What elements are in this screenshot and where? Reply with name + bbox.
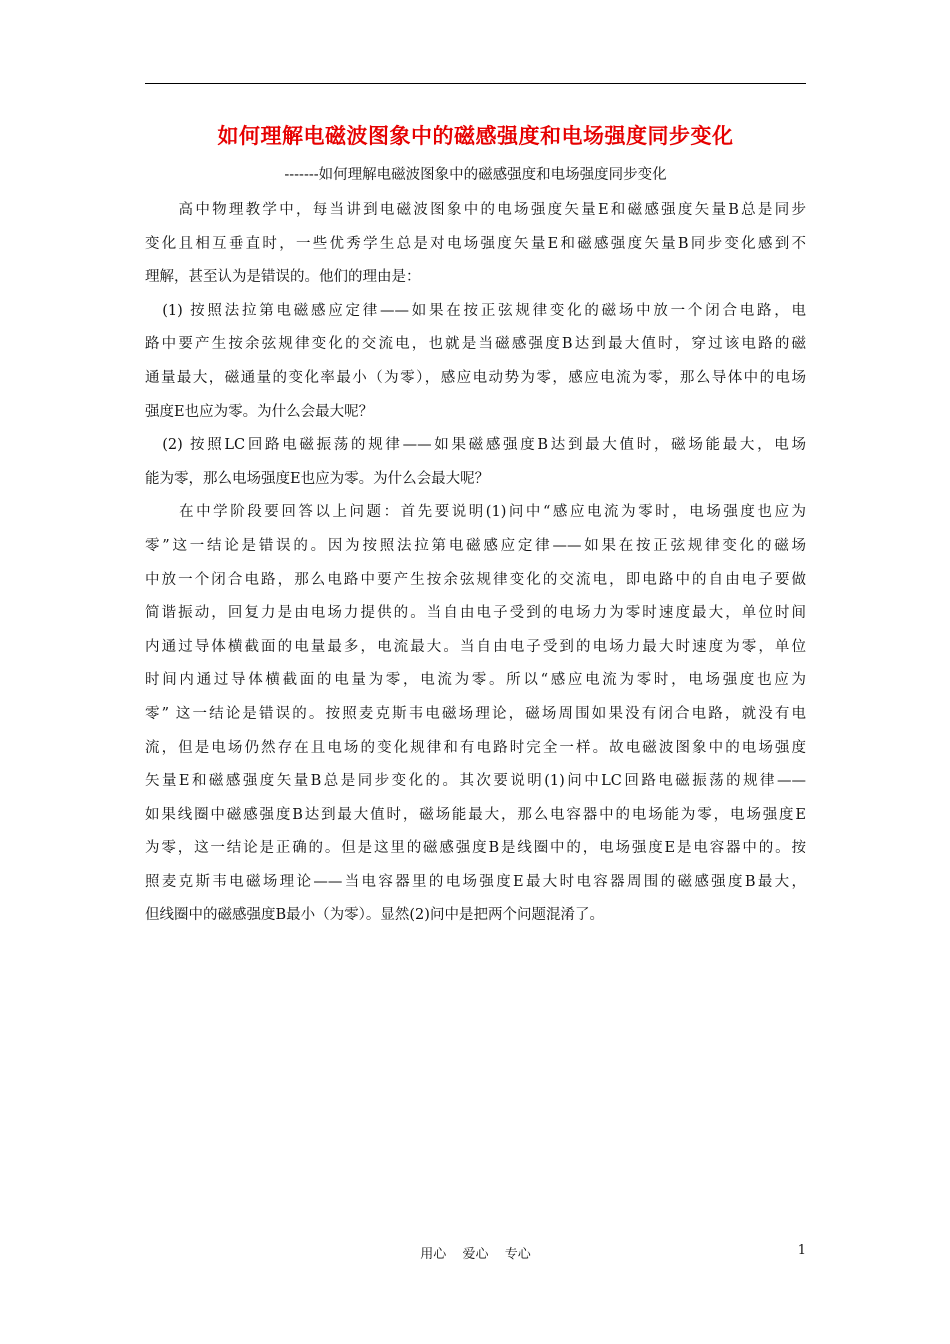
body-line: 理解，甚至认为是错误的。他们的理由是： (145, 269, 421, 286)
body-line: 变化且相互垂直时，一些优秀学生总是对电场强度矢量E和磁感强度矢量B同步变化感到不 (145, 235, 806, 252)
header-rule (145, 83, 806, 84)
document-title: 如何理解电磁波图象中的磁感强度和电场强度同步变化 (217, 124, 734, 148)
body-line: (2) 按照LC回路电磁振荡的规律——如果磁感强度B达到最大值时，磁场能最大，电场 (145, 437, 806, 454)
page-footer: 用心 爱心 专心 (420, 1247, 531, 1262)
body-line: 能为零，那么电场强度E也应为零。为什么会最大呢？ (145, 470, 490, 487)
body-line: 如果线圈中磁感强度B达到最大值时，磁场能最大，那么电容器中的电场能为零，电场强度E (145, 806, 806, 823)
body-line: 流，但是电场仍然存在且电场的变化规律和有电路时完全一样。故电磁波图象中的电场强度 (145, 739, 806, 756)
page-number: 1 (797, 1243, 806, 1258)
body-line: 零” 这一结论是错误的。按照麦克斯韦电磁场理论，磁场周围如果没有闭合电路，就没有电 (145, 705, 806, 722)
body-line: 照麦克斯韦电磁场理论——当电容器里的电场强度E最大时电容器周围的磁感强度B最大， (145, 873, 806, 890)
body-line: 零”这一结论是错误的。因为按照法拉第电磁感应定律——如果在按正弦规律变化的磁场 (145, 537, 806, 554)
body-line: 中放一个闭合电路，那么电路中要产生按余弦规律变化的交流电，即电路中的自由电子要做 (145, 571, 806, 588)
body-line: 简谐振动，回复力是由电场力提供的。当自由电子受到的电场力为零时速度最大，单位时间 (145, 605, 806, 622)
body-line: 通量最大，磁通量的变化率最小（为零），感应电动势为零，感应电流为零，那么导体中的电场 (145, 369, 806, 386)
body-line: 强度E也应为零。为什么会最大呢？ (145, 403, 374, 420)
body-line: 时间内通过导体横截面的电量为零，电流为零。所以“感应电流为零时，电场强度也应为 (145, 672, 806, 689)
body-line: 内通过导体横截面的电量最多，电流最大。当自由电子受到的电场力最大时速度为零，单位 (145, 638, 806, 655)
document-subtitle: -------如何理解电磁波图象中的磁感强度和电场强度同步变化 (284, 167, 667, 183)
body-line: 但线圈中的磁感强度B最小（为零）。显然(2)问中是把两个问题混淆了。 (145, 907, 604, 924)
body-line: 高中物理教学中，每当讲到电磁波图象中的电场强度矢量E和磁感强度矢量B总是同步 (145, 202, 806, 218)
body-line: 在中学阶段要回答以上问题：首先要说明(1)问中“感应电流为零时，电场强度也应为 (145, 504, 806, 521)
body-line: 矢量E和磁感强度矢量B总是同步变化的。其次要说明(1)问中LC回路电磁振荡的规律—— (145, 773, 806, 790)
body-line: 路中要产生按余弦规律变化的交流电，也就是当磁感强度B达到最大值时，穿过该电路的磁 (145, 336, 806, 353)
body-text (145, 194, 806, 933)
body-line: (1) 按照法拉第电磁感应定律——如果在按正弦规律变化的磁场中放一个闭合电路，电 (145, 302, 806, 319)
body-line: 为零，这一结论是正确的。但是这里的磁感强度B是线圈中的，电场强度E是电容器中的。按 (145, 840, 806, 857)
